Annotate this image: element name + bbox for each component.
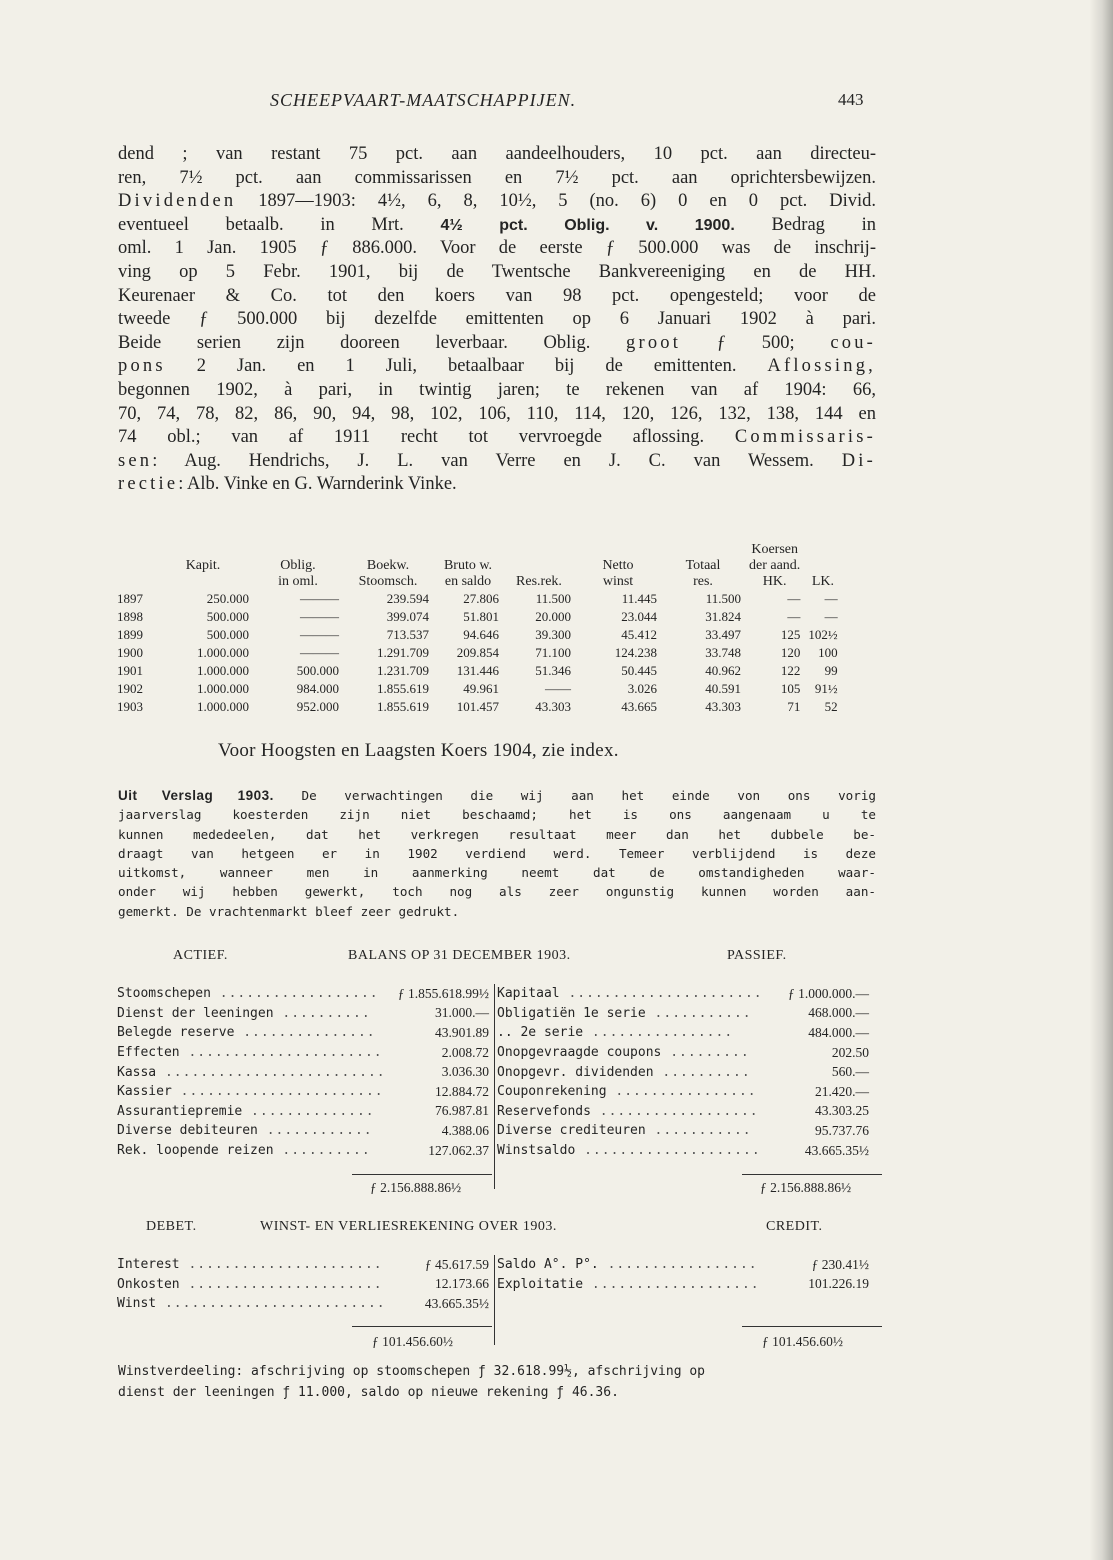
text-line: kunnen mededeelen, dat het verkregen resultaat meer dan het dubbele be-: [118, 826, 876, 842]
table-cell: 500.000: [206, 627, 249, 642]
ledger-amount: 43.665.35½: [424, 1295, 489, 1311]
ledger-label: Saldo A°. P°.: [497, 1257, 599, 1273]
table-cell: 99: [824, 663, 838, 678]
ledger-row: [497, 984, 869, 1004]
ledger-label: Interest: [117, 1257, 180, 1273]
ledger-label-cell: [117, 1004, 386, 1024]
column-header: Netto: [602, 558, 634, 573]
leader-dots: ..........: [273, 1143, 371, 1159]
text-line: onder wij hebben gewerkt, toch nog als zeer ongunstig kunnen worden aan-: [118, 884, 876, 900]
column-header: [153, 574, 253, 590]
table-cell: —: [824, 609, 838, 624]
table-cell: 500.000: [296, 663, 339, 678]
ledger-row: [117, 1141, 489, 1161]
leader-dots: ......................: [179, 1045, 383, 1061]
wv-title: WINST- EN VERLIESREKENING OVER 1903.: [260, 1219, 557, 1234]
table-cell: 500.000: [206, 609, 249, 624]
table-cell: 3.026: [627, 681, 657, 696]
ledger-label-cell: [117, 1255, 386, 1275]
ledger-row: [117, 1062, 489, 1082]
ledger-label-cell: [497, 1062, 763, 1082]
table-cell: 43.303: [535, 699, 571, 714]
table-cell: 94.646: [463, 627, 499, 642]
leader-dots: ...........: [645, 1123, 752, 1139]
balans-actief-heading: ACTIEF.: [173, 948, 228, 963]
leader-dots: ................: [606, 1084, 757, 1100]
balans-passief-table: [497, 984, 869, 1160]
table-cell: 43.303: [705, 699, 741, 714]
text-line: Dividenden 1897—1903: 4½, 6, 8, 10½, 5 (no. 6) 0 en 0 pct. Divid.: [118, 191, 876, 212]
table-cell: 1.000.000: [197, 681, 249, 696]
column-header: en saldo: [444, 574, 492, 589]
ledger-label-cell: [117, 1121, 386, 1141]
ledger-label: Stoomschepen: [117, 986, 211, 1002]
column-header: Kapit.: [185, 558, 221, 573]
ledger-label-cell: [117, 1275, 386, 1295]
balans-total-actief: ƒ 2.156.888.86½: [370, 1180, 462, 1195]
table-cell: 11.445: [621, 591, 657, 606]
text-line: begonnen 1902, à pari, in twintig jaren; te rekenen van af 1904: 66,: [118, 379, 876, 400]
ledger-label-cell: [117, 984, 386, 1004]
koers-header-row: [113, 542, 842, 558]
text-line: draagt van hetgeen er in 1902 verdiend werd. Temeer verblijdend is deze: [118, 845, 876, 861]
table-row: [113, 698, 842, 716]
column-header: [804, 558, 841, 574]
table-cell: 43.665: [621, 699, 657, 714]
ledger-row: [117, 1255, 489, 1275]
table-cell: 239.594: [386, 591, 429, 606]
ledger-amount: 21.420.—: [815, 1083, 869, 1099]
ledger-label: Exploitatie: [497, 1276, 584, 1292]
ledger-row: [497, 1141, 869, 1161]
ledger-amount: ƒ 1.000.000.—: [788, 985, 869, 1001]
balans-divider: [494, 984, 495, 1189]
table-cell: 125: [780, 627, 801, 642]
ledger-row: [497, 1275, 869, 1295]
table-cell: 250.000: [206, 591, 249, 606]
leader-dots: .......................: [171, 1084, 384, 1100]
table-cell: 91½: [814, 681, 838, 696]
table-cell: 52: [824, 699, 838, 714]
ledger-amount: 101.226.19: [808, 1276, 869, 1292]
text-line: pons 2 Jan. en 1 Juli, betaalbaar bij de emittenten. Aflossing,: [118, 356, 876, 377]
ledger-label: .. 2e serie: [497, 1025, 584, 1041]
leader-dots: ..................: [210, 986, 379, 1002]
text-line: dend ; van restant 75 pct. aan aandeelhouders, 10 pct. aan directeu-: [118, 144, 876, 164]
ledger-label: Effecten: [117, 1045, 180, 1061]
table-cell: 105: [780, 681, 801, 696]
column-header: [661, 542, 745, 558]
wv-divider: [494, 1255, 495, 1345]
ledger-amount: 484.000.—: [808, 1024, 869, 1040]
table-cell: 120: [780, 645, 801, 660]
column-header: [153, 542, 253, 558]
ledger-label-cell: [117, 1141, 386, 1161]
ledger-row: [117, 1043, 489, 1063]
leader-dots: ............: [257, 1123, 373, 1139]
table-cell: —: [787, 609, 801, 624]
ledger-row: [117, 1082, 489, 1102]
text-line: rectie: Alb. Vinke en G. Warnderink Vinke.: [118, 474, 457, 495]
table-cell: —: [824, 591, 838, 606]
ledger-label: Winst: [117, 1296, 157, 1312]
leader-dots: ..........: [273, 1005, 371, 1021]
table-cell: 1.855.619: [377, 699, 429, 714]
table-cell: 1899: [117, 627, 143, 642]
ledger-amount: 3.036.30: [441, 1064, 489, 1080]
table-cell: 11.500: [705, 591, 741, 606]
table-cell: 39.300: [535, 627, 571, 642]
ledger-amount: 43.303.25: [815, 1103, 869, 1119]
table-cell: 984.000: [296, 681, 339, 696]
table-cell: 33.748: [705, 645, 741, 660]
ledger-amount: 202.50: [831, 1044, 869, 1060]
ledger-label-cell: [497, 1004, 763, 1024]
ledger-row: [117, 1121, 489, 1141]
running-header-title: SCHEEPVAART-MAATSCHAPPIJEN.: [270, 90, 577, 110]
ledger-label: Reservefonds: [497, 1103, 591, 1119]
balans-passief-heading: PASSIEF.: [727, 948, 787, 963]
ledger-amount: 43.665.35½: [804, 1142, 869, 1158]
table-cell: 100: [818, 645, 838, 660]
wv-total-credit: ƒ 101.456.60½: [762, 1334, 843, 1349]
text-line: Uit Verslag 1903. De verwachtingen die wij aan het einde von ons vorig: [118, 788, 876, 803]
column-header: [113, 558, 153, 574]
table-cell: 101.457: [456, 699, 499, 714]
ledger-row: [497, 1082, 869, 1102]
ledger-label: Assurantiepremie: [117, 1103, 243, 1119]
ledger-row: [497, 1102, 869, 1122]
table-cell: 124.238: [614, 645, 657, 660]
ledger-row: [117, 1023, 489, 1043]
wv-credit-heading: CREDIT.: [766, 1219, 823, 1234]
table-cell: ———: [300, 627, 339, 642]
column-header: winst: [602, 574, 634, 589]
table-cell: 33.497: [705, 627, 741, 642]
page-number: 443: [838, 90, 864, 109]
column-header: [253, 542, 343, 558]
table-cell: 1.855.619: [377, 681, 429, 696]
column-header: [575, 542, 661, 558]
ledger-row: [117, 1102, 489, 1122]
column-header: der aand.: [749, 558, 801, 573]
table-cell: 51.346: [535, 663, 571, 678]
ledger-label-cell: [497, 1043, 763, 1063]
total-rule: [742, 1174, 882, 1175]
ledger-label: Kapitaal: [497, 986, 560, 1002]
table-row: [113, 644, 842, 662]
ledger-amount: ƒ 45.617.59: [424, 1256, 489, 1272]
column-header: [804, 542, 841, 558]
table-row: [113, 680, 842, 698]
ledger-amount: 95.737.76: [815, 1122, 869, 1138]
verslag-paragraph: [118, 786, 876, 921]
ledger-label: Kassa: [117, 1064, 157, 1080]
leader-dots: ................: [583, 1025, 734, 1041]
table-cell: 1.291.709: [377, 645, 429, 660]
column-header: [113, 542, 153, 558]
text-line: gemerkt. De vrachtenmarkt bleef zeer gedrukt.: [118, 903, 460, 919]
ledger-amount: 12.173.66: [435, 1276, 489, 1292]
column-header: Totaal: [685, 558, 721, 573]
ledger-row: [117, 1275, 489, 1295]
column-header: Stoomsch.: [358, 574, 418, 589]
verslag-label: Uit Verslag 1903.: [118, 788, 274, 803]
ledger-row: [117, 1004, 489, 1024]
ledger-row: [497, 1023, 869, 1043]
text-line: eventueel betaalb. in Mrt. 4½ pct. Oblig. v. 1900. Bedrag in: [118, 214, 876, 235]
table-cell: 40.962: [705, 663, 741, 678]
koers-header-row: [113, 558, 842, 574]
text-line: uitkomst, wanneer men in aanmerking neemt dat de omstandigheden waar-: [118, 865, 876, 881]
table-cell: 102½: [808, 627, 838, 642]
balans-actief-table: [117, 984, 489, 1160]
text-line: 74 obl.; van af 1911 recht tot vervroegde aflossing. Commissaris-: [118, 427, 876, 448]
wv-credit-table: [497, 1255, 869, 1294]
table-cell: 45.412: [621, 627, 657, 642]
table-cell: 49.961: [463, 681, 499, 696]
ledger-row: [497, 1004, 869, 1024]
table-cell: ———: [300, 591, 339, 606]
text-line: sen: Aug. Hendrichs, J. L. van Verre en J. C. van Wessem. Di-: [118, 450, 876, 471]
leader-dots: ....................: [575, 1143, 761, 1159]
column-header: in oml.: [278, 574, 318, 589]
text-line: 70, 74, 78, 82, 86, 90, 94, 98, 102, 106, 110, 114, 120, 126, 132, 138, 144 en: [118, 403, 876, 424]
leader-dots: ..............: [242, 1103, 375, 1119]
text-line: ren, 7½ pct. aan commissarissen en 7½ pct. aan oprichtersbewijzen.: [118, 167, 876, 188]
leader-dots: ..........: [653, 1064, 751, 1080]
table-row: [113, 608, 842, 626]
ledger-label-cell: [497, 1255, 760, 1275]
ledger-row: [497, 1043, 869, 1063]
column-header: [503, 542, 575, 558]
ledger-row: [117, 984, 489, 1004]
table-cell: 27.806: [463, 591, 499, 606]
leader-dots: ..................: [590, 1103, 759, 1119]
text-line: Winstverdeeling: afschrijving op stoomschepen ƒ 32.618.99½, afschrijving op: [118, 1364, 705, 1379]
text-line: oml. 1 Jan. 1905 ƒ 886.000. Voor de eerste ƒ 500.000 was de inschrij-: [118, 238, 876, 259]
table-cell: 50.445: [621, 663, 657, 678]
table-cell: 40.591: [705, 681, 741, 696]
table-cell: 23.044: [621, 609, 657, 624]
leader-dots: ......................: [179, 1276, 383, 1292]
table-row: [113, 626, 842, 644]
table-row: [113, 590, 842, 608]
ledger-label: Kassier: [117, 1084, 172, 1100]
ledger-amount: 127.062.37: [428, 1142, 489, 1158]
column-header: HK.: [762, 574, 787, 589]
ledger-row: [117, 1294, 489, 1314]
column-header: [113, 574, 153, 590]
column-header: Boekw.: [366, 558, 410, 573]
ledger-amount: 468.000.—: [808, 1005, 869, 1021]
column-header: [433, 542, 503, 558]
ledger-amount: 4.388.06: [441, 1122, 489, 1138]
column-header: res.: [693, 574, 713, 589]
ledger-label: Couponrekening: [497, 1084, 607, 1100]
text-line: tweede ƒ 500.000 bij dezelfde emittenten op 6 Januari 1902 à pari.: [118, 309, 876, 330]
leader-dots: ...................: [583, 1276, 760, 1292]
ledger-label-cell: [117, 1082, 386, 1102]
ledger-label-cell: [497, 1275, 760, 1295]
wv-debet-heading: DEBET.: [146, 1219, 197, 1234]
ledger-label-cell: [497, 1102, 763, 1122]
koers-table: [113, 542, 842, 716]
ledger-label: Winstsaldo: [497, 1143, 576, 1159]
ledger-row: [497, 1121, 869, 1141]
ledger-label: Belegde reserve: [117, 1025, 235, 1041]
wv-total-debet: ƒ 101.456.60½: [372, 1334, 453, 1349]
ledger-label: Onkosten: [117, 1276, 180, 1292]
koers-header-row: [113, 574, 842, 590]
ledger-label: Rek. loopende reizen: [117, 1143, 274, 1159]
column-header: Koersen: [751, 542, 798, 557]
leader-dots: ...............: [234, 1025, 376, 1041]
table-cell: 71.100: [535, 645, 571, 660]
table-cell: 1.000.000: [197, 663, 249, 678]
ledger-row: [497, 1062, 869, 1082]
leader-dots: .........................: [156, 1064, 386, 1080]
table-cell: 399.074: [386, 609, 429, 624]
text-line: ving op 5 Febr. 1901, bij de Twentsche Bankvereeniging en de HH.: [118, 261, 876, 282]
ledger-amount: 31.000.—: [435, 1005, 489, 1021]
table-cell: 1901: [117, 663, 143, 678]
column-header: [343, 542, 433, 558]
ledger-label-cell: [497, 1141, 763, 1161]
wv-debet-table: [117, 1255, 489, 1314]
leader-dots: ......................: [559, 986, 763, 1002]
table-cell: 11.500: [535, 591, 571, 606]
ledger-label: Onopgevraagde coupons: [497, 1045, 662, 1061]
ledger-amount: 76.987.81: [435, 1103, 489, 1119]
column-header: [503, 558, 575, 574]
ledger-amount: 43.901.89: [435, 1024, 489, 1040]
text-line: Keurenaer & Co. tot den koers van 98 pct. opengesteld; voor de: [118, 285, 876, 306]
ledger-label-cell: [117, 1102, 386, 1122]
table-cell: 71: [787, 699, 801, 714]
table-cell: 952.000: [296, 699, 339, 714]
column-header: Res.rek.: [516, 574, 562, 589]
table-cell: 1.231.709: [377, 663, 429, 678]
ledger-label: Diverse crediteuren: [497, 1123, 646, 1139]
ledger-label: Obligatiën 1e serie: [497, 1005, 646, 1021]
text-line: dienst der leeningen ƒ 11.000, saldo op nieuwe rekening ƒ 46.36.: [118, 1385, 619, 1400]
koers-note: Voor Hoogsten en Laagsten Koers 1904, zie index.: [218, 740, 619, 761]
ledger-amount: ƒ 230.41½: [811, 1256, 869, 1272]
table-cell: 1.000.000: [197, 645, 249, 660]
ledger-amount: 12.884.72: [435, 1083, 489, 1099]
table-cell: 1903: [117, 699, 143, 714]
table-cell: 122: [780, 663, 801, 678]
column-header: Oblig.: [280, 558, 316, 573]
table-cell: 1.000.000: [197, 699, 249, 714]
table-cell: 131.446: [456, 663, 499, 678]
table-cell: ——: [545, 681, 571, 696]
table-cell: 209.854: [456, 645, 499, 660]
ledger-label-cell: [117, 1043, 386, 1063]
winstverdeeling: [118, 1361, 876, 1403]
table-cell: 1898: [117, 609, 143, 624]
ledger-row: [497, 1255, 869, 1275]
total-rule: [352, 1326, 492, 1327]
ledger-label: Dienst der leeningen: [117, 1005, 274, 1021]
total-rule: [352, 1174, 492, 1175]
table-cell: 1902: [117, 681, 143, 696]
ledger-label-cell: [497, 1023, 763, 1043]
leader-dots: ...........: [645, 1005, 752, 1021]
ledger-amount: 2.008.72: [441, 1044, 489, 1060]
table-cell: —: [787, 591, 801, 606]
text-line: Beide serien zijn dooreen leverbaar. Oblig. groot ƒ 500; cou-: [118, 332, 876, 353]
ledger-label-cell: [497, 1082, 763, 1102]
leader-dots: .........................: [156, 1296, 386, 1312]
ledger-amount: ƒ 1.855.618.99½: [397, 985, 489, 1001]
table-cell: 713.537: [386, 627, 429, 642]
table-cell: ———: [300, 645, 339, 660]
table-cell: 31.824: [705, 609, 741, 624]
column-header: LK.: [811, 574, 835, 589]
table-row: [113, 662, 842, 680]
leader-dots: ......................: [179, 1257, 383, 1273]
column-header: Bruto w.: [443, 558, 493, 573]
oblig-heading: 4½ pct. Oblig. v. 1900.: [440, 216, 735, 234]
ledger-label-cell: [117, 1062, 386, 1082]
table-cell: 51.801: [463, 609, 499, 624]
ledger-label-cell: [497, 1121, 763, 1141]
ledger-label-cell: [117, 1294, 386, 1314]
table-cell: 20.000: [535, 609, 571, 624]
ledger-amount: 560.—: [831, 1064, 869, 1080]
balans-total-passief: ƒ 2.156.888.86½: [760, 1180, 852, 1195]
table-cell: ———: [300, 609, 339, 624]
table-cell: 1900: [117, 645, 143, 660]
ledger-label: Onopgevr. dividenden: [497, 1064, 654, 1080]
leader-dots: .................: [598, 1257, 758, 1273]
table-cell: 1897: [117, 591, 143, 606]
total-rule: [742, 1326, 882, 1327]
ledger-label-cell: [117, 1023, 386, 1043]
text-line: jaarverslag koesterden zijn niet beschaamd; het is ons aangenaam u te: [118, 807, 876, 823]
intro-paragraph: [118, 143, 876, 497]
leader-dots: .........: [661, 1045, 750, 1061]
ledger-label: Diverse debiteuren: [117, 1123, 258, 1139]
ledger-label-cell: [497, 984, 763, 1004]
balans-title: BALANS OP 31 DECEMBER 1903.: [348, 948, 571, 963]
